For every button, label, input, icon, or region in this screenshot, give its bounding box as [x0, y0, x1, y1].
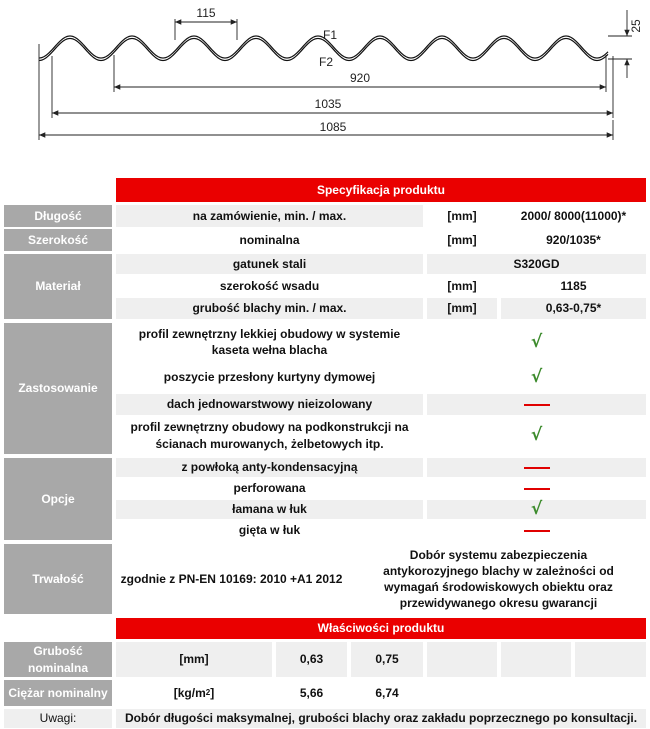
material-value-0: S320GD: [427, 254, 646, 274]
dlugosc-value: 2000/ 8000(11000)*: [501, 205, 646, 227]
zastosowanie-desc-1: poszycie przesłony kurtyny dymowej: [116, 363, 423, 392]
ciezar-value-0: 5,66: [276, 680, 347, 706]
opcje-desc-0: z powłoką anty-kondensacyjną: [116, 458, 423, 477]
szerokosc-desc: nominalna: [116, 229, 423, 251]
opcje-mark-0: [427, 458, 646, 477]
label-f2: F2: [318, 55, 334, 69]
trwalosc-label: Trwałość: [4, 544, 112, 614]
profile-drawing: [0, 0, 650, 160]
material-label: Materiał: [4, 254, 112, 319]
grubosc-empty-2: [575, 642, 646, 677]
zastosowanie-label: Zastosowanie: [4, 323, 112, 454]
zastosowanie-desc-3: profil zewnętrzny obudowy na podkonstrukcji na ścianach murowanych, żelbetowych itp.: [116, 417, 423, 454]
zastosowanie-desc-0: profil zewnętrzny lekkiej obudowy w systemie kaseta wełna blacha: [116, 323, 423, 361]
opcje-mark-1: [427, 479, 646, 498]
ciezar-unit-end: ]: [210, 685, 215, 700]
opcje-desc-2: łamana w łuk: [116, 500, 423, 519]
props-header: Właściwości produktu: [116, 618, 646, 639]
zastosowanie-mark-0: [427, 323, 646, 361]
dim-1035-label: 1035: [314, 97, 342, 111]
material-value-1: 1185: [501, 276, 646, 296]
szerokosc-label: Szerokość: [4, 229, 112, 251]
grubosc-unit: [mm]: [116, 642, 272, 677]
notes-label: Uwagi:: [4, 709, 112, 728]
opcje-desc-1: perforowana: [116, 479, 423, 498]
grubosc-empty-0: [427, 642, 497, 677]
material-desc-2: grubość blachy min. / max.: [116, 298, 423, 319]
zastosowanie-desc-2: dach jednowarstwowy nieizolowany: [116, 394, 423, 415]
check-icon: √: [530, 499, 543, 520]
ciezar-value-1: 6,74: [351, 680, 423, 706]
ciezar-empty-0: [427, 680, 497, 706]
zastosowanie-mark-1: [427, 363, 646, 392]
material-unit-2: [mm]: [427, 298, 497, 319]
zastosowanie-mark-2: [427, 394, 646, 415]
dlugosc-unit: [mm]: [427, 205, 497, 227]
zastosowanie-mark-3: [427, 417, 646, 454]
check-icon: √: [530, 367, 543, 388]
check-icon: √: [530, 425, 543, 446]
opcje-mark-3: [427, 521, 646, 540]
ciezar-empty-1: [501, 680, 571, 706]
notes-text: Dobór długości maksymalnej, grubości blachy oraz zakładu poprzecznego po konsultacji.: [116, 709, 646, 728]
opcje-desc-3: gięta w łuk: [116, 521, 423, 540]
dim-25-label: 25: [629, 19, 643, 33]
dim-920-label: 920: [349, 71, 371, 85]
grubosc-value-0: 0,63: [276, 642, 347, 677]
dim-115: [175, 19, 237, 40]
szerokosc-unit: [mm]: [427, 229, 497, 251]
trwalosc-note: Dobór systemu zabezpieczenia antykorozyjnego blachy w zależności od wymagań środowiskowych obiektu oraz przewidywanego okresu gwarancji: [351, 544, 646, 614]
dash-icon: [524, 488, 550, 490]
dash-icon: [524, 404, 550, 406]
label-f1: F1: [322, 28, 338, 42]
szerokosc-value: 920/1035*: [501, 229, 646, 251]
ciezar-empty-2: [575, 680, 646, 706]
spec-header: Specyfikacja produktu: [116, 178, 646, 202]
material-desc-0: gatunek stali: [116, 254, 423, 274]
grubosc-value-1: 0,75: [351, 642, 423, 677]
ciezar-unit-base: [kg/m: [173, 685, 206, 700]
dim-1085-label: 1085: [319, 120, 347, 134]
ciezar-unit-sup: 2: [205, 687, 211, 697]
trwalosc-standard: zgodnie z PN-EN 10169: 2010 +A1 2012: [116, 544, 347, 614]
opcje-mark-2: [427, 500, 646, 519]
dim-115-label: 115: [196, 6, 216, 20]
dlugosc-desc: na zamówienie, min. / max.: [116, 205, 423, 227]
grubosc-empty-1: [501, 642, 571, 677]
material-desc-1: szerokość wsadu: [116, 276, 423, 296]
ciezar-label: Ciężar nominalny: [4, 680, 112, 706]
ciezar-unit: [116, 680, 272, 706]
grubosc-label: Grubość nominalna: [4, 642, 112, 677]
material-unit-1: [mm]: [427, 276, 497, 296]
material-value-2: 0,63-0,75*: [501, 298, 646, 319]
opcje-label: Opcje: [4, 458, 112, 540]
dash-icon: [524, 467, 550, 469]
dlugosc-label: Długość: [4, 205, 112, 227]
check-icon: √: [530, 331, 543, 352]
dash-icon: [524, 530, 550, 532]
